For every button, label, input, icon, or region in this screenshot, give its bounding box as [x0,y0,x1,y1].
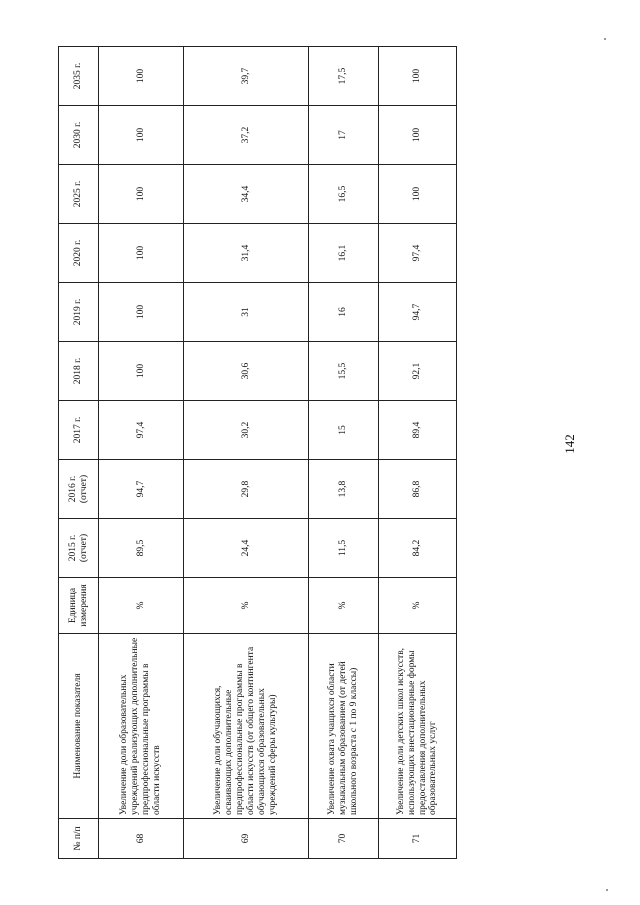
value-cell: 100 [379,47,457,106]
page-number: 142 [562,434,577,454]
value-cell: 16,5 [309,165,379,224]
value-cell: 31,4 [184,224,309,283]
value-cell: 17,5 [309,47,379,106]
header-year: 2025 г. [59,165,99,224]
indicators-table [58,46,457,859]
value-cell: 100 [99,224,184,283]
value-cell: 16 [309,283,379,342]
header-year: 2035 г. [59,47,99,106]
unit-cell: % [99,578,184,634]
value-cell: 86,8 [379,460,457,519]
row-number: 71 [379,819,457,859]
header-year: 2018 г. [59,342,99,401]
value-cell: 30,2 [184,401,309,460]
header-year: 2016 г. (отчет) [59,460,99,519]
value-cell: 100 [379,165,457,224]
value-cell: 84,2 [379,519,457,578]
value-cell: 16,1 [309,224,379,283]
value-cell: 30,6 [184,342,309,401]
value-cell: 15 [309,401,379,460]
value-cell: 100 [99,106,184,165]
row-number: 69 [184,819,309,859]
table-row [99,47,184,859]
value-cell: 89,4 [379,401,457,460]
table-row [309,47,379,859]
value-cell: 39,7 [184,47,309,106]
value-cell: 89,5 [99,519,184,578]
value-cell: 11,5 [309,519,379,578]
value-cell: 15,5 [309,342,379,401]
indicator-name: Увеличение охвата учащихся области музыкальным образованием (от детей школьного возраста с 1 по 9 классы) [309,634,379,819]
header-year: 2020 г. [59,224,99,283]
table-row [379,47,457,859]
value-cell: 97,4 [99,401,184,460]
indicator-name: Увеличение доли образовательных учреждений реализующих дополнительные предпрофессиональные программы в области искусств [99,634,184,819]
value-cell: 92,1 [379,342,457,401]
header-name: Наименование показателя [59,634,99,819]
value-cell: 34,4 [184,165,309,224]
value-cell: 31 [184,283,309,342]
row-number: 68 [99,819,184,859]
value-cell: 29,8 [184,460,309,519]
value-cell: 24,4 [184,519,309,578]
value-cell: 100 [99,47,184,106]
table-row [184,47,309,859]
value-cell: 17 [309,106,379,165]
header-year: 2017 г. [59,401,99,460]
value-cell: 100 [99,165,184,224]
header-year: 2030 г. [59,106,99,165]
unit-cell: % [184,578,309,634]
header-year: 2019 г. [59,283,99,342]
indicator-name: Увеличение доли детских школ искусств, использующих внестационарные формы предоставления дополнительных образовательных услуг [379,634,457,819]
value-cell: 100 [379,106,457,165]
value-cell: 94,7 [379,283,457,342]
value-cell: 94,7 [99,460,184,519]
scan-speck [604,38,606,40]
header-unit: Единица измерения [59,578,99,634]
value-cell: 100 [99,283,184,342]
indicator-name: Увеличение доли обучающихся, осваивающих дополнительные предпрофессиональные программы в области искусств (от общего контингента обучающихся образовательных учреждений сферы культуры) [184,634,309,819]
table-header-row [59,47,99,859]
header-year: 2015 г. (отчет) [59,519,99,578]
header-num: № п/п [59,819,99,859]
row-number: 70 [309,819,379,859]
value-cell: 37,2 [184,106,309,165]
unit-cell: % [379,578,457,634]
unit-cell: % [309,578,379,634]
scan-speck [606,889,608,891]
value-cell: 13,8 [309,460,379,519]
value-cell: 100 [99,342,184,401]
value-cell: 97,4 [379,224,457,283]
rotated-table-container [58,47,456,859]
